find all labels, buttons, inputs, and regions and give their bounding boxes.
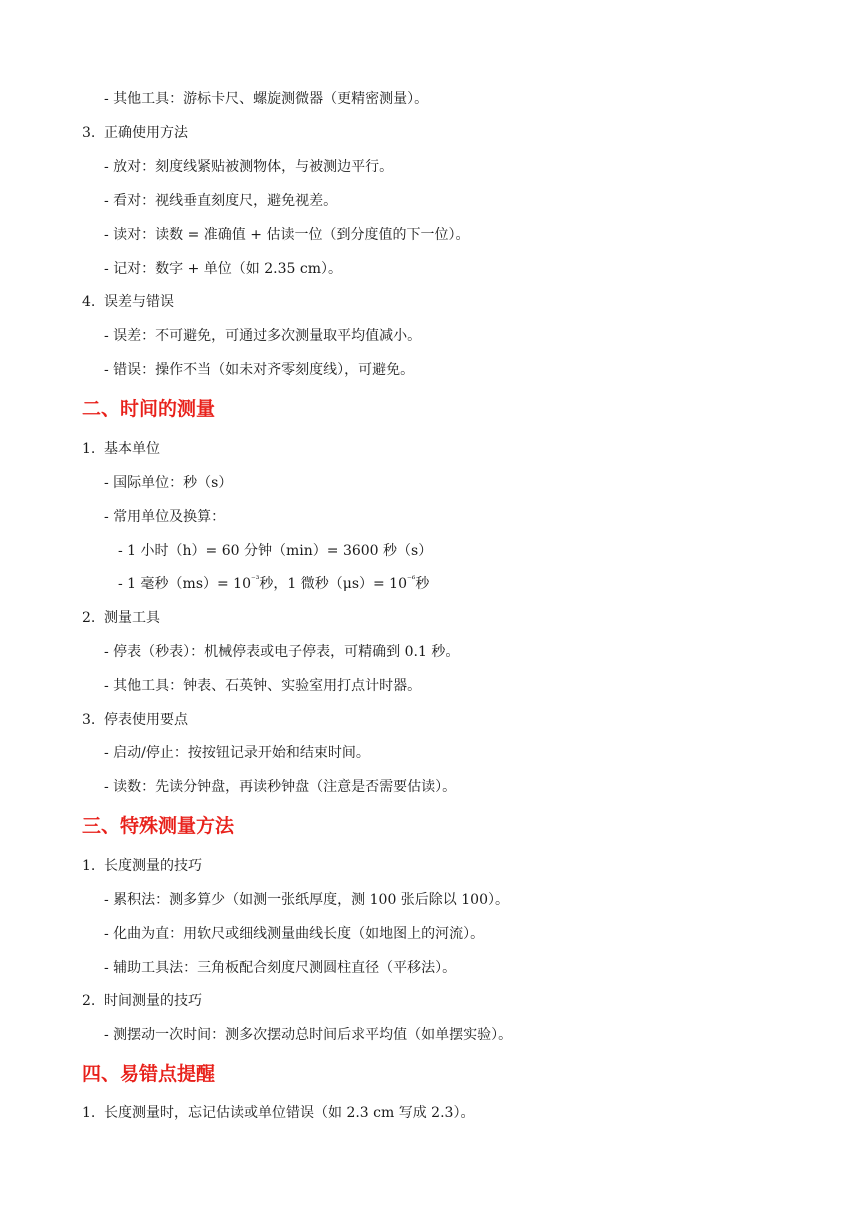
bullet-record: - 记对：数字 + 单位（如 2.35 cm）。 (104, 261, 342, 277)
list-number: 4. (82, 294, 96, 310)
list-item-length-tricks (82, 856, 202, 876)
list-item-usage (82, 123, 188, 143)
list-item-title: 测量工具 (104, 610, 160, 626)
list-item-title: 误差与错误 (104, 294, 174, 310)
sub-bullet-hour-conversion: - 1 小时（h）= 60 分钟（min）= 3600 秒（s） (118, 543, 433, 559)
list-item-title: 正确使用方法 (104, 125, 188, 141)
bullet-start-stop: - 启动/停止：按按钮记录开始和结束时间。 (104, 745, 370, 761)
list-item-title: 时间测量的技巧 (104, 993, 202, 1009)
bullet-look: - 看对：视线垂直刻度尺，避免视差。 (104, 193, 338, 209)
list-item-mistake-1 (82, 1103, 474, 1123)
list-item-stopwatch-usage (82, 710, 188, 730)
list-number: 1. (82, 858, 96, 874)
list-item-text: 长度测量时，忘记估读或单位错误（如 2.3 cm 写成 2.3）。 (104, 1105, 475, 1121)
bullet-place: - 放对：刻度线紧贴被测物体，与被测边平行。 (104, 159, 394, 175)
section-heading-special-methods: 三、特殊测量方法 (82, 815, 235, 837)
list-number: 2. (82, 610, 96, 626)
bullet-common-units: - 常用单位及换算： (104, 509, 226, 525)
list-item-title: 长度测量的技巧 (104, 858, 202, 874)
bullet-reading: - 读数：先读分钟盘，再读秒钟盘（注意是否需要估读）。 (104, 779, 457, 795)
list-number: 2. (82, 993, 96, 1009)
section-heading-common-mistakes: 四、易错点提醒 (82, 1063, 216, 1085)
bullet-stopwatch: - 停表（秒表）：机械停表或电子停表，可精确到 0.1 秒。 (104, 644, 460, 660)
section-heading-time: 二、时间的测量 (82, 398, 216, 420)
list-item-title: 基本单位 (104, 441, 160, 457)
bullet-mistake-def: - 错误：操作不当（如未对齐零刻度线），可避免。 (104, 362, 415, 378)
conversion-text: - 1 毫秒（ms）= 10 (118, 576, 251, 592)
bullet-read: - 读对：读数 = 准确值 + 估读一位（到分度值的下一位）。 (104, 227, 470, 243)
bullet-error-def: - 误差：不可避免，可通过多次测量取平均值减小。 (104, 328, 422, 344)
list-item-basic-unit (82, 439, 160, 459)
bullet-accumulation: - 累积法：测多算少（如测一张纸厚度，测 100 张后除以 100）。 (104, 892, 509, 908)
list-number: 3. (82, 712, 96, 728)
bullet-pendulum: - 测摆动一次时间：测多次摆动总时间后求平均值（如单摆实验）。 (104, 1027, 513, 1043)
sub-bullet-ms-conversion (118, 574, 429, 594)
list-number: 1. (82, 441, 96, 457)
list-number: 1. (82, 1105, 96, 1121)
list-item-title: 停表使用要点 (104, 712, 188, 728)
list-number: 3. (82, 125, 96, 141)
exponent: ⁻⁶ (407, 575, 416, 585)
list-item-time-tricks (82, 991, 202, 1011)
bullet-si-unit: - 国际单位：秒（s） (104, 475, 233, 491)
exponent: ⁻³ (251, 575, 260, 585)
bullet-other-timers: - 其他工具：钟表、石英钟、实验室用打点计时器。 (104, 678, 422, 694)
bullet-other-tools: - 其他工具：游标卡尺、螺旋测微器（更精密测量）。 (104, 91, 429, 107)
conversion-text: 秒 (415, 576, 430, 592)
list-item-error (82, 292, 174, 312)
conversion-text: 秒，1 微秒（μs）= 10 (259, 576, 407, 592)
bullet-curve-to-line: - 化曲为直：用软尺或细线测量曲线长度（如地图上的河流）。 (104, 926, 485, 942)
list-item-tools (82, 608, 160, 628)
bullet-aux-tools: - 辅助工具法：三角板配合刻度尺测圆柱直径（平移法）。 (104, 960, 457, 976)
